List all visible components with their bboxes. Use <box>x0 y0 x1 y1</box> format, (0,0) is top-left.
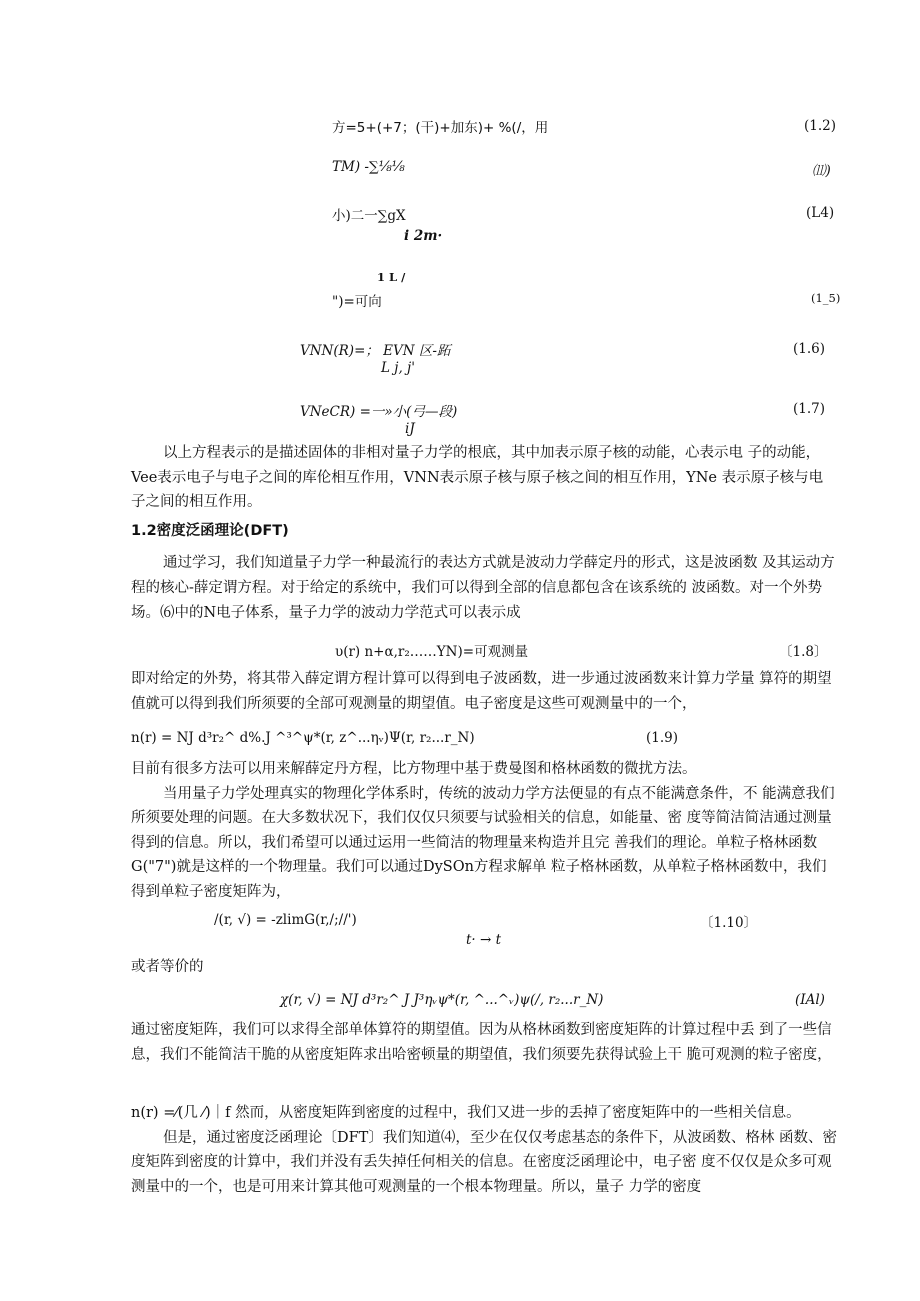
equation-number-1-3: ⑾) <box>812 163 831 179</box>
paragraph: 当用量子力学处理真实的物理化学体系时，传统的波动力学方法便显的有点不能满意条件，不 能满意我们所须要处理的问题。在大多数状况下，我们仅仅只须要与试验相关的信息，如能量、密 度等简洁简洁通过测量得到的信息。所以，我们希望可以通过运用一些简洁的物理量来构造并且完 善我们的理论。单粒子格林函数G("7")就是这样的一个物理量。我们可以通过DySOn方程求解单 粒子格林函数，从单粒子格林函数中，我们得到单粒子密度矩阵为， <box>131 785 835 900</box>
equation-number-1-11: (IAl) <box>795 992 825 1008</box>
text-block-3 <box>131 757 837 905</box>
equation-number-1-7: (1.7) <box>793 401 826 417</box>
text-block-6 <box>131 1101 837 1199</box>
equation-1-4: 小)二一∑gX <box>332 208 406 224</box>
equation-number-1-9: (1.9) <box>646 730 679 746</box>
equation-number-1-5: (1_5) <box>811 291 841 305</box>
equation-1-7-subscript: iJ <box>405 421 415 437</box>
paragraph: 以上方程表示的是描述固体的非相对量子力学的根底，其中加表示原子核的动能，心表示电 子的动能，Vee表示电子与电子之间的库伦相互作用，VNN表示原子核与原子核之间的相互作用，YNe 表示原子核与电子之间的相互作用。 <box>131 445 824 511</box>
paragraph: n(r) =⁄(几 ⁄)｜f 然而，从密度矩阵到密度的过程中，我们又进一步的丢掉了密度矩阵中的一些相关信息。 <box>131 1105 801 1121</box>
text-block-1 <box>131 441 837 625</box>
equation-number-1-6: (1.6) <box>793 341 826 357</box>
equation-1-10-subscript: t· → t <box>466 932 502 948</box>
equation-1-8: υ(r) n+α,r₂……YN)=可观测量 <box>335 644 529 660</box>
equation-1-7: VNeCR) =一»小(弓—段) <box>300 404 458 420</box>
paragraph: 但是，通过密度泛函理论〔DFT〕我们知道⑷，至少在仅仅考虑基态的条件下，从波函数、格林 函数、密度矩阵到密度的计算中，我们并没有丢失掉任何相关的信息。在密度泛函理论中，电子密 度不仅仅是众多可观测量中的一个，也是可用来计算其他可观测量的一个根本物理量。所以，量子 力学的密度 <box>131 1129 837 1195</box>
equation-1-10: /(r, √) = -zlimG(r,/;//') <box>214 912 357 928</box>
equation-number-1-4: (L4) <box>806 205 835 221</box>
equation-number-1-8: 〔1.8〕 <box>779 644 828 660</box>
equation-1-6-subscript: L j, j' <box>381 360 415 376</box>
equation-1-9: n(r) = NJ d³r₂^ d%.J ^³^ψ*(r, z^...ηᵥ)Ψ(r, r₂...r_N) <box>131 730 475 746</box>
text-block-4 <box>131 955 837 980</box>
paragraph: 通过学习，我们知道量子力学一种最流行的表达方式就是波动力学薛定丹的形式，这是波函数 及其运动方程的核心-薛定谓方程。对于给定的系统中，我们可以得到全部的信息都包含在该系统的 波函数。对一个外势场。⑹中的N电子体系，量子力学的波动力学范式可以表示成 <box>131 555 835 621</box>
equation-1-11: χ(r, √) = NJ d³r₂^ J J³ηᵥψ*(r, ^...^ᵥ)ψ(/, r₂...r_N) <box>280 992 604 1008</box>
paragraph: 或者等价的 <box>131 959 204 975</box>
paragraph: 通过密度矩阵，我们可以求得全部单体算符的期望值。因为从格林函数到密度矩阵的计算过程中丢 到了一些信息，我们不能简洁干脆的从密度矩阵求出哈密顿量的期望值，我们须要先获得试验上干 脆可观测的粒子密度， <box>131 1022 832 1063</box>
equation-number-1-2: (1.2) <box>804 118 837 134</box>
equation-number-1-10: 〔1.10〕 <box>700 915 758 931</box>
section-heading: 1.2密度泛函理论(DFT) <box>131 522 289 539</box>
equation-1-2: 方=5+(+7；(干)+加东)+ %(/，用 <box>332 120 549 136</box>
equation-1-5: ")=可向 <box>332 294 382 310</box>
equation-1-4-subscript: i 2m· <box>404 228 443 244</box>
equation-1-3: TM) -∑⅛⅛ <box>332 159 405 175</box>
text-block-5 <box>131 1018 837 1067</box>
paragraph: 即对给定的外势，将其带入薛定谓方程计算可以得到电子波函数，进一步通过波函数来计算力学量 算符的期望值就可以得到我们所须要的全部可观测量的期望值。电子密度是这些可观测量中的一个， <box>131 671 832 712</box>
equation-1-5-superscript: 1 L / <box>377 270 406 284</box>
paragraph: 目前有很多方法可以用来解薛定丹方程，比方物理中基于费曼图和格林函数的微扰方法。 <box>131 761 697 777</box>
text-block-2 <box>131 667 837 716</box>
equation-1-6: VNN(R)=； EVN 区-跖 <box>300 343 451 359</box>
